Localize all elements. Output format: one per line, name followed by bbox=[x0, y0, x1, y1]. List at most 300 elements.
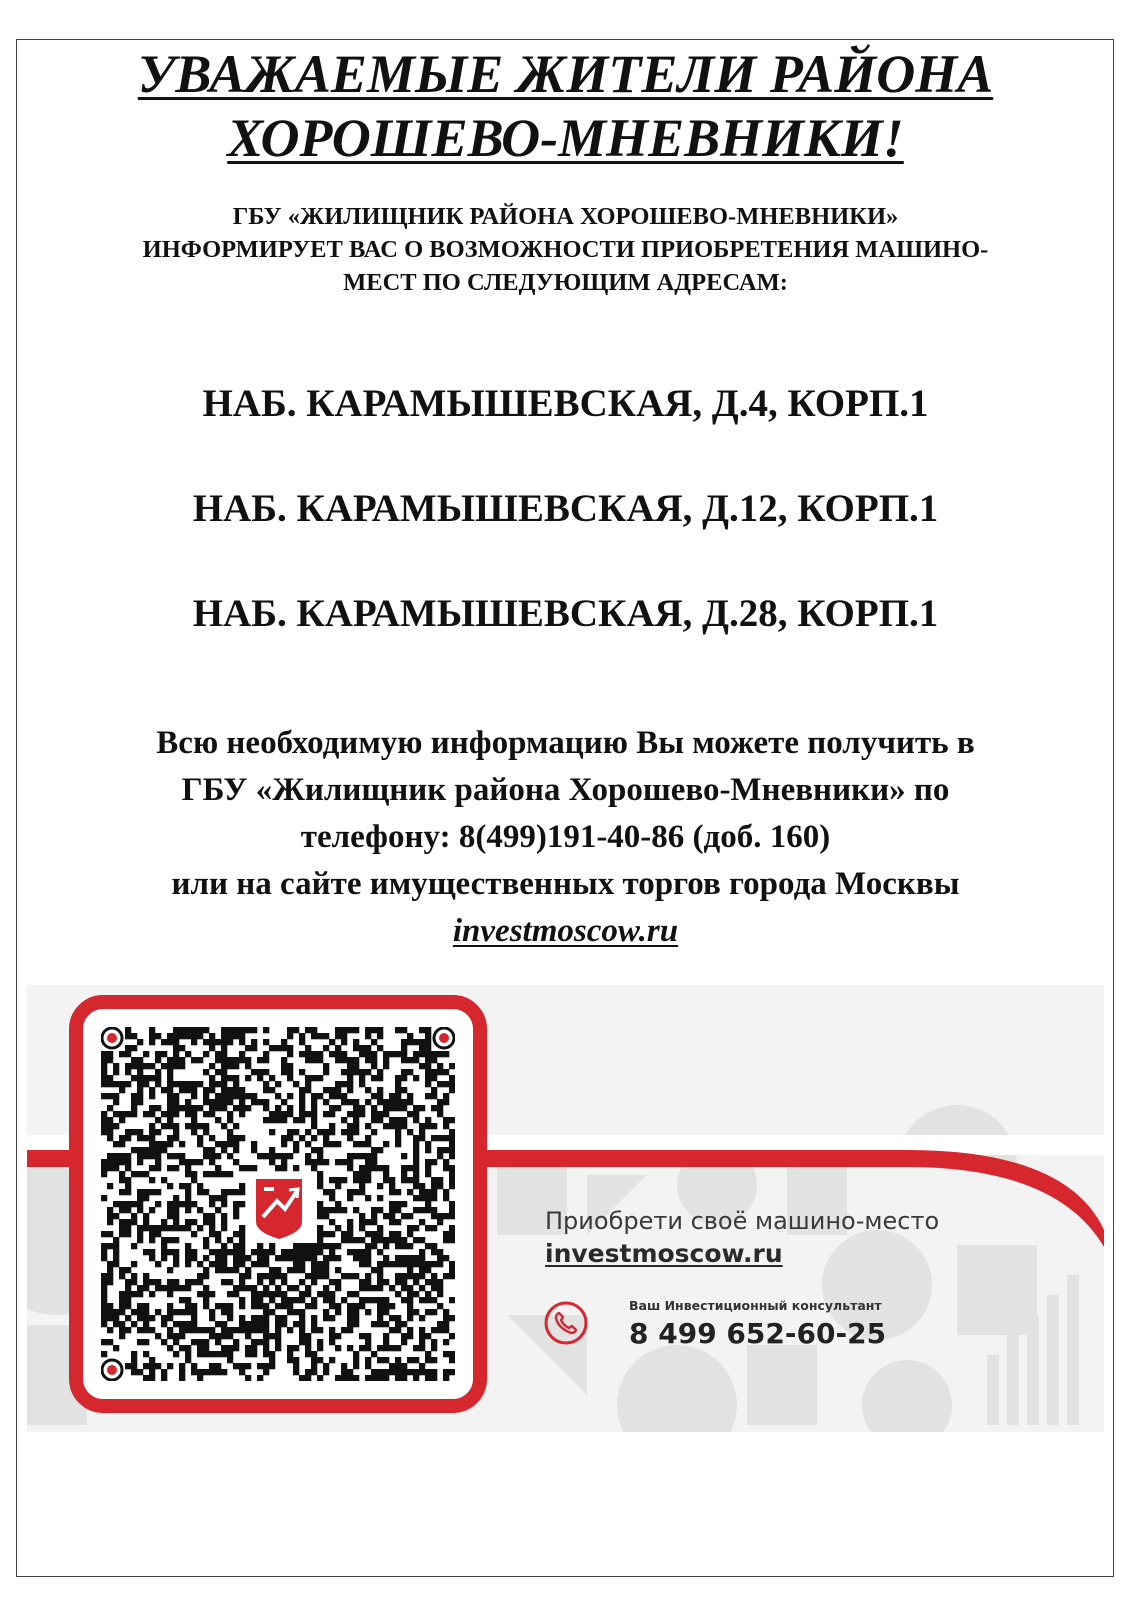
qr-module bbox=[257, 1363, 263, 1369]
qr-module bbox=[185, 1123, 191, 1129]
qr-module bbox=[263, 1327, 269, 1333]
qr-module bbox=[317, 1261, 323, 1267]
qr-module bbox=[209, 1033, 215, 1039]
qr-module bbox=[191, 1339, 197, 1345]
qr-module bbox=[143, 1285, 149, 1291]
qr-module bbox=[287, 1063, 293, 1069]
qr-module bbox=[221, 1279, 227, 1285]
qr-module bbox=[245, 1363, 251, 1369]
qr-module bbox=[443, 1093, 449, 1099]
qr-module bbox=[179, 1369, 185, 1375]
qr-module bbox=[227, 1315, 233, 1321]
qr-module bbox=[329, 1297, 335, 1303]
qr-module bbox=[167, 1123, 173, 1129]
qr-module bbox=[407, 1099, 413, 1105]
qr-module bbox=[179, 1153, 185, 1159]
qr-module bbox=[239, 1273, 245, 1279]
qr-module bbox=[323, 1111, 329, 1117]
qr-module bbox=[149, 1369, 155, 1375]
qr-module bbox=[269, 1075, 275, 1081]
qr-module bbox=[101, 1069, 107, 1075]
qr-module bbox=[431, 1279, 437, 1285]
qr-module bbox=[419, 1129, 425, 1135]
qr-module bbox=[197, 1027, 203, 1033]
qr-module bbox=[395, 1123, 401, 1129]
qr-module bbox=[329, 1327, 335, 1333]
qr-module bbox=[245, 1027, 251, 1033]
qr-module bbox=[431, 1225, 437, 1231]
qr-module bbox=[317, 1243, 323, 1249]
qr-module bbox=[287, 1129, 293, 1135]
qr-module bbox=[143, 1327, 149, 1333]
qr-module bbox=[191, 1081, 197, 1087]
qr-module bbox=[185, 1171, 191, 1177]
qr-module bbox=[431, 1135, 437, 1141]
qr-module bbox=[125, 1027, 131, 1033]
qr-module bbox=[221, 1249, 227, 1255]
qr-module bbox=[443, 1351, 449, 1357]
qr-module bbox=[341, 1207, 347, 1213]
qr-module bbox=[263, 1081, 269, 1087]
qr-module bbox=[239, 1321, 245, 1327]
qr-module bbox=[329, 1243, 335, 1249]
qr-module bbox=[239, 1189, 245, 1195]
qr-module bbox=[323, 1291, 329, 1297]
qr-module bbox=[407, 1129, 413, 1135]
qr-module bbox=[353, 1129, 359, 1135]
qr-module bbox=[257, 1339, 263, 1345]
qr-module bbox=[419, 1345, 425, 1351]
qr-module bbox=[377, 1027, 383, 1033]
qr-module bbox=[275, 1315, 281, 1321]
qr-module bbox=[401, 1363, 407, 1369]
qr-module bbox=[197, 1375, 203, 1381]
qr-module bbox=[161, 1375, 167, 1381]
qr-module bbox=[413, 1171, 419, 1177]
qr-module bbox=[353, 1315, 359, 1321]
qr-module bbox=[281, 1297, 287, 1303]
qr-module bbox=[221, 1243, 227, 1249]
qr-module bbox=[209, 1225, 215, 1231]
qr-module bbox=[131, 1057, 137, 1063]
qr-module bbox=[383, 1243, 389, 1249]
qr-module bbox=[395, 1081, 401, 1087]
qr-module bbox=[389, 1213, 395, 1219]
qr-module bbox=[197, 1345, 203, 1351]
qr-module bbox=[353, 1063, 359, 1069]
qr-module bbox=[209, 1309, 215, 1315]
qr-module bbox=[209, 1369, 215, 1375]
promo-website-link[interactable]: investmoscow.ru bbox=[545, 1239, 783, 1268]
qr-module bbox=[275, 1093, 281, 1099]
qr-module bbox=[227, 1333, 233, 1339]
qr-module bbox=[161, 1369, 167, 1375]
qr-module bbox=[407, 1327, 413, 1333]
qr-module bbox=[449, 1081, 455, 1087]
qr-module bbox=[107, 1267, 113, 1273]
qr-module bbox=[347, 1153, 353, 1159]
qr-module bbox=[365, 1333, 371, 1339]
qr-module bbox=[317, 1177, 323, 1183]
qr-module bbox=[329, 1123, 335, 1129]
qr-module bbox=[137, 1159, 143, 1165]
qr-module bbox=[383, 1345, 389, 1351]
qr-module bbox=[347, 1165, 353, 1171]
qr-module bbox=[389, 1093, 395, 1099]
qr-module bbox=[113, 1069, 119, 1075]
qr-module bbox=[305, 1333, 311, 1339]
qr-module bbox=[317, 1201, 323, 1207]
qr-module bbox=[311, 1261, 317, 1267]
qr-module bbox=[281, 1099, 287, 1105]
qr-module bbox=[305, 1159, 311, 1165]
qr-module bbox=[107, 1135, 113, 1141]
qr-module bbox=[299, 1087, 305, 1093]
qr-module bbox=[371, 1243, 377, 1249]
consultant-phone[interactable]: 8 499 652-60-25 bbox=[629, 1317, 887, 1350]
qr-module bbox=[305, 1141, 311, 1147]
qr-module bbox=[137, 1129, 143, 1135]
qr-module bbox=[215, 1303, 221, 1309]
qr-module bbox=[311, 1165, 317, 1171]
qr-module bbox=[233, 1135, 239, 1141]
qr-module bbox=[191, 1279, 197, 1285]
qr-module bbox=[419, 1339, 425, 1345]
qr-module bbox=[293, 1117, 299, 1123]
qr-module bbox=[353, 1057, 359, 1063]
qr-module bbox=[155, 1051, 161, 1057]
qr-module bbox=[227, 1033, 233, 1039]
qr-module bbox=[383, 1237, 389, 1243]
qr-module bbox=[371, 1147, 377, 1153]
qr-module bbox=[155, 1309, 161, 1315]
qr-module bbox=[227, 1039, 233, 1045]
qr-module bbox=[149, 1033, 155, 1039]
qr-module bbox=[221, 1105, 227, 1111]
qr-module bbox=[425, 1333, 431, 1339]
qr-module bbox=[233, 1255, 239, 1261]
qr-module bbox=[119, 1135, 125, 1141]
qr-module bbox=[335, 1177, 341, 1183]
qr-module bbox=[245, 1075, 251, 1081]
qr-module bbox=[233, 1207, 239, 1213]
qr-module bbox=[107, 1051, 113, 1057]
qr-module bbox=[239, 1363, 245, 1369]
qr-module bbox=[359, 1069, 365, 1075]
qr-module bbox=[323, 1213, 329, 1219]
qr-module bbox=[365, 1153, 371, 1159]
qr-module bbox=[299, 1243, 305, 1249]
qr-module bbox=[149, 1291, 155, 1297]
qr-module bbox=[347, 1273, 353, 1279]
qr-module bbox=[347, 1375, 353, 1381]
qr-module bbox=[215, 1369, 221, 1375]
qr-module bbox=[233, 1261, 239, 1267]
qr-module bbox=[275, 1165, 281, 1171]
qr-module bbox=[335, 1375, 341, 1381]
qr-module bbox=[341, 1081, 347, 1087]
qr-module bbox=[347, 1237, 353, 1243]
qr-module bbox=[293, 1081, 299, 1087]
qr-module bbox=[269, 1153, 275, 1159]
qr-module bbox=[233, 1105, 239, 1111]
qr-module bbox=[389, 1369, 395, 1375]
qr-module bbox=[191, 1117, 197, 1123]
qr-module bbox=[317, 1291, 323, 1297]
qr-module bbox=[185, 1309, 191, 1315]
qr-module bbox=[311, 1159, 317, 1165]
qr-module bbox=[125, 1201, 131, 1207]
qr-module bbox=[203, 1189, 209, 1195]
qr-module bbox=[431, 1261, 437, 1267]
qr-module bbox=[293, 1309, 299, 1315]
qr-module bbox=[437, 1219, 443, 1225]
qr-module bbox=[107, 1279, 113, 1285]
qr-module bbox=[287, 1153, 293, 1159]
qr-module bbox=[359, 1111, 365, 1117]
qr-module bbox=[263, 1351, 269, 1357]
qr-module bbox=[293, 1267, 299, 1273]
qr-code-frame[interactable] bbox=[69, 995, 487, 1413]
qr-module bbox=[155, 1105, 161, 1111]
qr-module bbox=[425, 1225, 431, 1231]
qr-module bbox=[437, 1213, 443, 1219]
qr-module bbox=[431, 1183, 437, 1189]
qr-module bbox=[377, 1111, 383, 1117]
qr-module bbox=[401, 1099, 407, 1105]
qr-module bbox=[257, 1315, 263, 1321]
qr-module bbox=[335, 1267, 341, 1273]
qr-module bbox=[353, 1321, 359, 1327]
qr-module bbox=[185, 1051, 191, 1057]
qr-module bbox=[191, 1255, 197, 1261]
qr-module bbox=[131, 1363, 137, 1369]
qr-module bbox=[389, 1231, 395, 1237]
qr-module bbox=[329, 1231, 335, 1237]
qr-module bbox=[209, 1231, 215, 1237]
qr-module bbox=[215, 1267, 221, 1273]
qr-module bbox=[317, 1093, 323, 1099]
qr-module bbox=[191, 1033, 197, 1039]
qr-module bbox=[371, 1375, 377, 1381]
qr-module bbox=[263, 1285, 269, 1291]
qr-module bbox=[359, 1183, 365, 1189]
qr-module bbox=[389, 1105, 395, 1111]
qr-module bbox=[413, 1147, 419, 1153]
qr-module bbox=[257, 1261, 263, 1267]
qr-module bbox=[155, 1333, 161, 1339]
qr-module bbox=[365, 1045, 371, 1051]
qr-module bbox=[323, 1255, 329, 1261]
qr-module bbox=[395, 1369, 401, 1375]
qr-module bbox=[395, 1141, 401, 1147]
qr-module bbox=[323, 1267, 329, 1273]
qr-module bbox=[353, 1039, 359, 1045]
qr-module bbox=[353, 1153, 359, 1159]
qr-module bbox=[419, 1051, 425, 1057]
qr-module bbox=[131, 1291, 137, 1297]
qr-module bbox=[383, 1297, 389, 1303]
qr-module bbox=[365, 1297, 371, 1303]
qr-module bbox=[365, 1345, 371, 1351]
qr-module bbox=[323, 1261, 329, 1267]
qr-module bbox=[317, 1237, 323, 1243]
qr-module bbox=[221, 1039, 227, 1045]
qr-module bbox=[413, 1369, 419, 1375]
qr-module bbox=[149, 1153, 155, 1159]
qr-module bbox=[239, 1225, 245, 1231]
qr-module bbox=[221, 1303, 227, 1309]
qr-module bbox=[359, 1045, 365, 1051]
qr-module bbox=[317, 1339, 323, 1345]
qr-module bbox=[407, 1213, 413, 1219]
qr-module bbox=[167, 1135, 173, 1141]
qr-module bbox=[137, 1075, 143, 1081]
qr-module bbox=[413, 1051, 419, 1057]
qr-module bbox=[323, 1189, 329, 1195]
qr-module bbox=[287, 1105, 293, 1111]
qr-module bbox=[371, 1153, 377, 1159]
qr-module bbox=[173, 1225, 179, 1231]
qr-module bbox=[161, 1249, 167, 1255]
qr-module bbox=[245, 1285, 251, 1291]
qr-module bbox=[167, 1183, 173, 1189]
qr-module bbox=[125, 1291, 131, 1297]
qr-module bbox=[245, 1165, 251, 1171]
qr-module bbox=[275, 1111, 281, 1117]
qr-module bbox=[239, 1099, 245, 1105]
qr-module bbox=[293, 1129, 299, 1135]
qr-module bbox=[341, 1051, 347, 1057]
qr-module bbox=[119, 1087, 125, 1093]
qr-module bbox=[149, 1039, 155, 1045]
qr-module bbox=[173, 1057, 179, 1063]
qr-module bbox=[413, 1165, 419, 1171]
qr-module bbox=[137, 1207, 143, 1213]
qr-module bbox=[209, 1315, 215, 1321]
qr-module bbox=[359, 1345, 365, 1351]
qr-module bbox=[401, 1039, 407, 1045]
qr-module bbox=[377, 1225, 383, 1231]
qr-module bbox=[137, 1225, 143, 1231]
qr-module bbox=[233, 1093, 239, 1099]
qr-module bbox=[323, 1297, 329, 1303]
qr-module bbox=[173, 1309, 179, 1315]
qr-module bbox=[191, 1309, 197, 1315]
qr-module bbox=[203, 1027, 209, 1033]
qr-module bbox=[209, 1075, 215, 1081]
qr-module bbox=[221, 1099, 227, 1105]
qr-module bbox=[431, 1345, 437, 1351]
qr-module bbox=[125, 1297, 131, 1303]
qr-module bbox=[329, 1291, 335, 1297]
qr-module bbox=[101, 1123, 107, 1129]
qr-module bbox=[407, 1225, 413, 1231]
qr-module bbox=[401, 1051, 407, 1057]
qr-module bbox=[347, 1231, 353, 1237]
qr-module bbox=[335, 1105, 341, 1111]
qr-module bbox=[257, 1291, 263, 1297]
qr-module bbox=[425, 1141, 431, 1147]
qr-module bbox=[383, 1255, 389, 1261]
qr-module bbox=[167, 1327, 173, 1333]
qr-module bbox=[143, 1309, 149, 1315]
qr-module bbox=[281, 1315, 287, 1321]
qr-module bbox=[101, 1075, 107, 1081]
qr-module bbox=[209, 1213, 215, 1219]
qr-module bbox=[281, 1039, 287, 1045]
qr-module bbox=[173, 1129, 179, 1135]
qr-module bbox=[119, 1141, 125, 1147]
qr-module bbox=[227, 1141, 233, 1147]
qr-module bbox=[329, 1303, 335, 1309]
qr-module bbox=[197, 1291, 203, 1297]
qr-module bbox=[197, 1105, 203, 1111]
qr-module bbox=[401, 1333, 407, 1339]
qr-module bbox=[299, 1039, 305, 1045]
qr-module bbox=[413, 1273, 419, 1279]
qr-module bbox=[209, 1087, 215, 1093]
qr-module bbox=[197, 1057, 203, 1063]
qr-module bbox=[131, 1129, 137, 1135]
qr-module bbox=[359, 1279, 365, 1285]
qr-module bbox=[365, 1357, 371, 1363]
qr-module bbox=[431, 1057, 437, 1063]
qr-module bbox=[389, 1207, 395, 1213]
qr-module bbox=[287, 1327, 293, 1333]
qr-module bbox=[401, 1057, 407, 1063]
qr-module bbox=[371, 1093, 377, 1099]
qr-module bbox=[353, 1351, 359, 1357]
qr-module bbox=[161, 1147, 167, 1153]
qr-module bbox=[425, 1033, 431, 1039]
qr-module bbox=[227, 1291, 233, 1297]
qr-module bbox=[215, 1231, 221, 1237]
website-link[interactable]: investmoscow.ru bbox=[452, 913, 679, 949]
qr-module bbox=[149, 1255, 155, 1261]
qr-module bbox=[221, 1201, 227, 1207]
qr-module bbox=[443, 1327, 449, 1333]
qr-module bbox=[371, 1063, 377, 1069]
qr-module bbox=[113, 1261, 119, 1267]
qr-module bbox=[227, 1153, 233, 1159]
qr-module bbox=[395, 1027, 401, 1033]
qr-module bbox=[311, 1135, 317, 1141]
qr-module bbox=[449, 1087, 455, 1093]
qr-module bbox=[227, 1063, 233, 1069]
qr-module bbox=[365, 1051, 371, 1057]
qr-module bbox=[179, 1087, 185, 1093]
qr-module bbox=[281, 1153, 287, 1159]
qr-module bbox=[305, 1075, 311, 1081]
qr-module bbox=[119, 1267, 125, 1273]
qr-module bbox=[167, 1153, 173, 1159]
qr-module bbox=[113, 1255, 119, 1261]
qr-module bbox=[257, 1153, 263, 1159]
qr-module bbox=[407, 1303, 413, 1309]
qr-module bbox=[125, 1207, 131, 1213]
qr-module bbox=[251, 1165, 257, 1171]
qr-code-icon[interactable] bbox=[101, 1027, 455, 1381]
qr-module bbox=[281, 1165, 287, 1171]
qr-module bbox=[329, 1039, 335, 1045]
qr-module bbox=[437, 1291, 443, 1297]
qr-module bbox=[203, 1087, 209, 1093]
qr-module bbox=[371, 1051, 377, 1057]
qr-module bbox=[143, 1111, 149, 1117]
qr-module bbox=[245, 1045, 251, 1051]
qr-module bbox=[287, 1069, 293, 1075]
